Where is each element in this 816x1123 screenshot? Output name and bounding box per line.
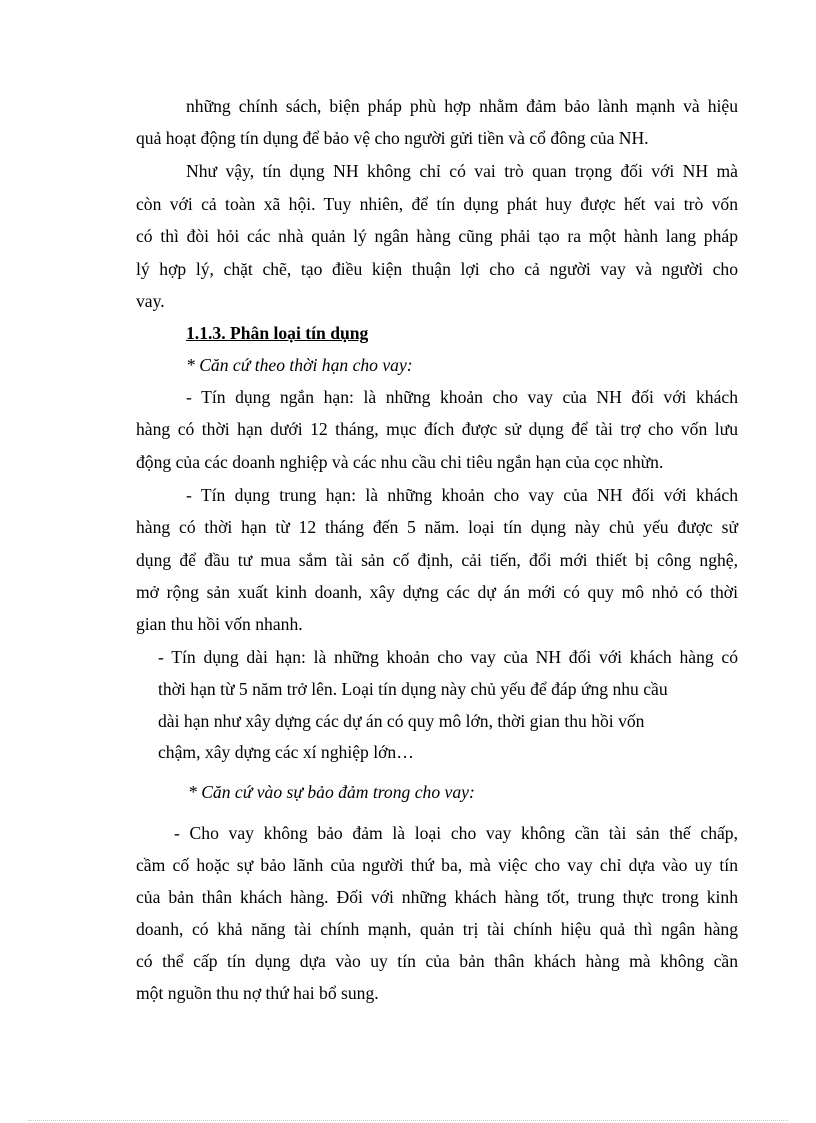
short-term-line-1: - Tín dụng ngắn hạn: là những khoản cho vay của NH đối với khách xyxy=(186,387,738,407)
paragraph-2-line-5: vay. xyxy=(136,291,165,311)
paragraph-1-line-2: quả hoạt động tín dụng để bảo vệ cho người gửi tiền và cổ đông của NH. xyxy=(136,128,649,148)
unsecured-line-3: của bản thân khách hàng. Đối với những khách hàng tốt, trung thực trong kinh xyxy=(136,887,738,907)
unsecured-line-1: - Cho vay không bảo đảm là loại cho vay không cần tài sản thế chấp, xyxy=(174,823,738,843)
section-heading: 1.1.3. Phân loại tín dụng xyxy=(186,323,369,343)
medium-term-line-1: - Tín dụng trung hạn: là những khoản cho vay của NH đối với khách xyxy=(186,485,738,505)
long-term-line-3: dài hạn như xây dựng các dự án có quy mô lớn, thời gian thu hồi vốn xyxy=(158,711,645,731)
unsecured-line-4: doanh, có khả năng tài chính mạnh, quản trị tài chính hiệu quả thì ngân hàng xyxy=(136,919,738,939)
short-term-line-3: động của các doanh nghiệp và các nhu cầu chi tiêu ngắn hạn của cọc nhừn. xyxy=(136,452,664,472)
long-term-line-2: thời hạn từ 5 năm trở lên. Loại tín dụng này chủ yếu để đáp ứng nhu cầu xyxy=(158,679,668,699)
medium-term-line-5: gian thu hồi vốn nhanh. xyxy=(136,614,303,634)
long-term-line-1: - Tín dụng dài hạn: là những khoản cho vay của NH đối với khách hàng có xyxy=(158,647,738,667)
criterion-security: * Căn cứ vào sự bảo đảm trong cho vay: xyxy=(188,782,475,802)
paragraph-2-line-2: còn với cả toàn xã hội. Tuy nhiên, để tín dụng phát huy được hết vai trò vốn xyxy=(136,194,738,214)
paragraph-2-line-1: Như vậy, tín dụng NH không chỉ có vai trò quan trọng đối với NH mà xyxy=(186,161,738,181)
unsecured-line-5: có thể cấp tín dụng dựa vào uy tín của bản thân khách hàng mà không cần xyxy=(136,951,738,971)
paragraph-2-line-3: có thì đòi hỏi các nhà quản lý ngân hàng cũng phải tạo ra một hành lang pháp xyxy=(136,226,738,246)
criterion-term: * Căn cứ theo thời hạn cho vay: xyxy=(186,355,413,375)
unsecured-line-2: cầm cố hoặc sự bảo lãnh của người thứ ba, mà việc cho vay chỉ dựa vào uy tín xyxy=(136,855,738,875)
short-term-line-2: hàng có thời hạn dưới 12 tháng, mục đích được sử dụng để tài trợ cho vốn lưu xyxy=(136,419,738,439)
footer-dotted-rule xyxy=(28,1120,788,1121)
medium-term-line-2: hàng có thời hạn từ 12 tháng đến 5 năm. loại tín dụng này chủ yếu được sử xyxy=(136,517,738,537)
medium-term-line-3: dụng để đầu tư mua sắm tài sản cố định, cải tiến, đổi mới thiết bị công nghệ, xyxy=(136,550,738,570)
medium-term-line-4: mở rộng sản xuất kinh doanh, xây dựng các dự án mới có quy mô nhỏ có thời xyxy=(136,582,738,602)
paragraph-1-line-1: những chính sách, biện pháp phù hợp nhằm đảm bảo lành mạnh và hiệu xyxy=(186,96,738,116)
unsecured-line-6: một nguồn thu nợ thứ hai bổ sung. xyxy=(136,983,379,1003)
paragraph-2-line-4: lý hợp lý, chặt chẽ, tạo điều kiện thuận lợi cho cả người vay và người cho xyxy=(136,259,738,279)
long-term-line-4: chậm, xây dựng các xí nghiệp lớn… xyxy=(158,742,414,762)
